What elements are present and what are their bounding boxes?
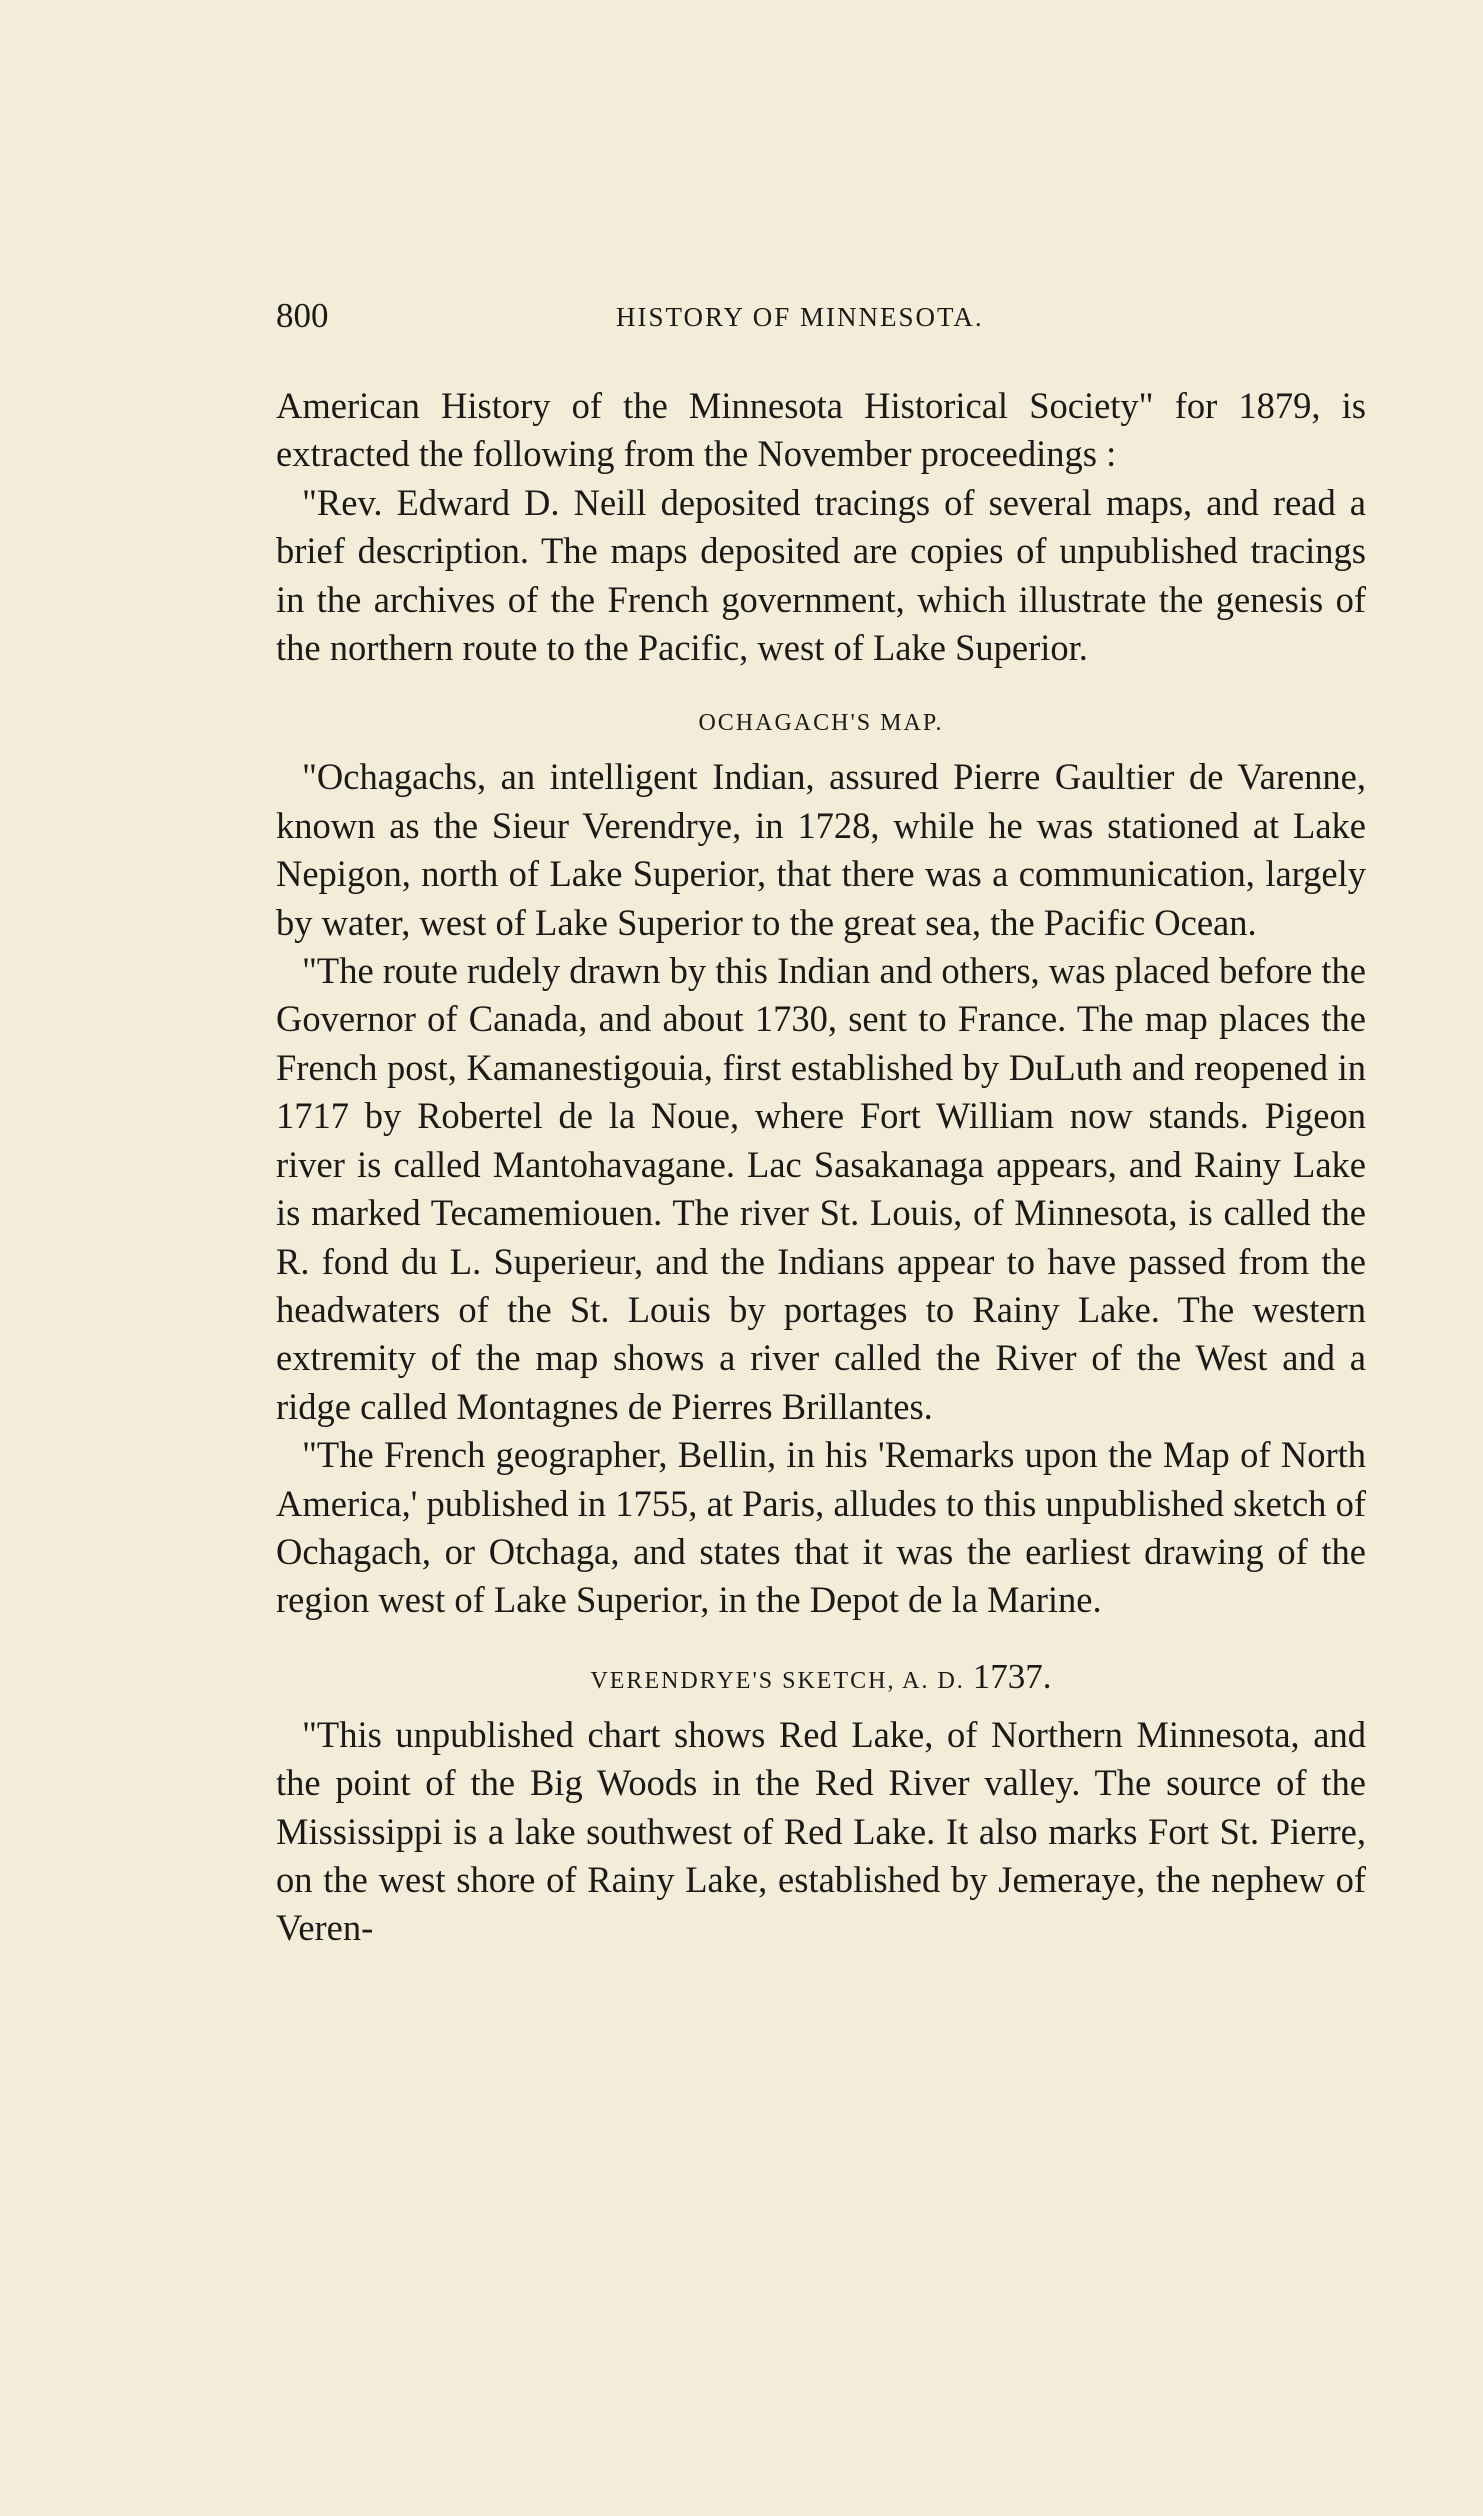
book-page xyxy=(276,296,1366,1953)
section-heading-verendrye xyxy=(276,1657,1366,1697)
section-heading-ochagach: OCHAGACH'S MAP. xyxy=(698,710,944,737)
running-head xyxy=(276,296,1366,346)
paragraph-continuation: American History of the Minnesota Historical Society" for 1879, is extracted the following from the November proceedings : xyxy=(276,385,1366,475)
paragraph-ochagachs: "Ochagachs, an intelligent Indian, assured Pierre Gaultier de Varenne, known as the Sieur Verendrye, in 1728, while he was stationed at Lake Nepigon, north of Lake Superior, that there was a communication, largely by water, west of Lake Superior to the great sea, the Pacific Ocean. xyxy=(276,756,1366,943)
paragraph-route: "The route rudely drawn by this Indian and others, was placed before the Governor of Canada, and about 1730, sent to France. The map places the French post, Kamanestigouia, first established by DuLuth and reopened in 1717 by Robertel de la Noue, where Fort William now stands. Pigeon river is called Mantohavagane. Lac Sasakanaga appears, and Rainy Lake is marked Tecamemiouen. The river St. Louis, of Minnesota, is called the R. fond du L. Superieur, and the Indians appear to have passed from the headwaters of the St. Louis by portages to Rainy Lake. The western extremity of the map shows a river called the River of the West and a ridge called Montagnes de Pierres Brillantes. xyxy=(276,950,1366,1427)
page-number: 800 xyxy=(276,296,329,335)
paragraph-chart: "This unpublished chart shows Red Lake, of Northern Minnesota, and the point of the Big Woods in the Red River valley. The source of the Mississippi is a lake southwest of Red Lake. It also marks Fort St. Pierre, on the west shore of Rainy Lake, established by Jemeraye, the nephew of Veren- xyxy=(276,1713,1366,1949)
heading-text: VERENDRYE'S SKETCH, A. D. xyxy=(590,1667,965,1694)
paragraph-bellin: "The French geographer, Bellin, in his 'Remarks upon the Map of North America,' published in 1755, at Paris, alludes to this unpublished sketch of Ochagach, or Otchaga, and states that it was the earliest drawing of the region west of Lake Superior, in the Depot de la Marine. xyxy=(276,1434,1366,1621)
heading-year: 1737. xyxy=(972,1656,1052,1696)
body-text xyxy=(276,382,1366,1953)
running-title: HISTORY OF MINNESOTA. xyxy=(616,302,984,332)
paragraph-neill-maps: "Rev. Edward D. Neill deposited tracings of several maps, and read a brief description. The maps deposited are copies of unpublished tracings in the archives of the French government, which illustrate the genesis of the northern route to the Pacific, west of Lake Superior. xyxy=(276,481,1366,669)
